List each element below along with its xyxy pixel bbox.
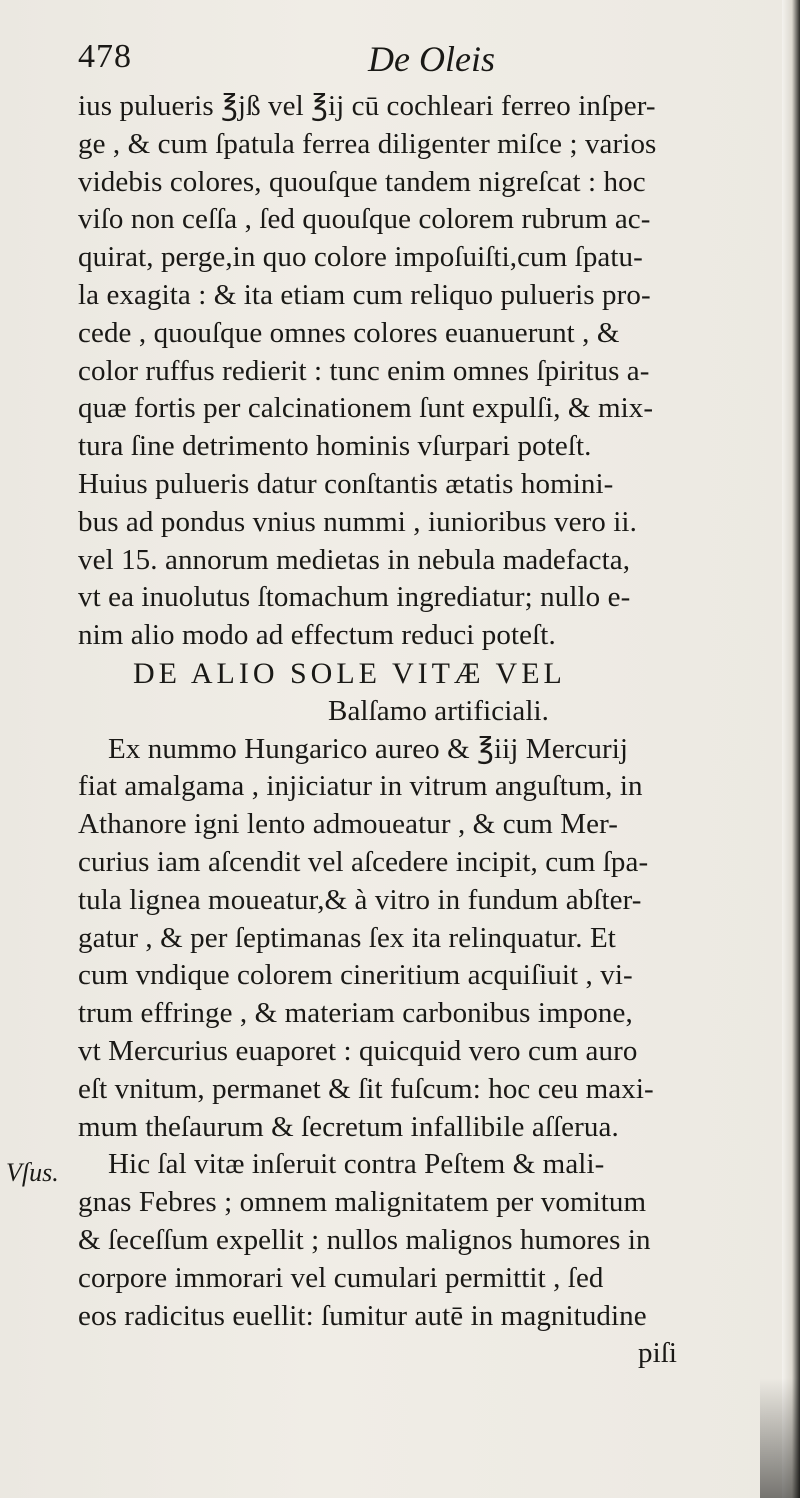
section-heading: DE ALIO SOLE VITÆ VEL: [133, 656, 566, 690]
text-line: vt Mercurius euaporet : quicquid vero cum auro: [78, 1034, 638, 1067]
text-line: quæ fortis per calcinationem ſunt expulſi, & mix-: [78, 392, 654, 425]
text-line: color ruffus redierit : tunc enim omnes ſpiritus a-: [78, 354, 650, 387]
page-shadow: [760, 1378, 800, 1498]
text-line: vel 15. annorum medietas in nebula madefacta,: [78, 543, 631, 576]
section-subheading: Balſamo artificiali.: [328, 694, 550, 727]
text-line: Hic ſal vitæ inſeruit contra Peſtem & mali-: [108, 1148, 605, 1181]
text-line: tura ſine detrimento hominis vſurpari poteſt.: [78, 430, 592, 463]
text-line: cum vndique colorem cineritium acquiſiuit , vi-: [78, 959, 633, 992]
running-title: De Oleis: [368, 39, 495, 79]
text-line: trum effringe , & materiam carbonibus impone,: [78, 997, 633, 1030]
text-line: cede , quouſque omnes colores euanuerunt , &: [78, 316, 620, 349]
page-header: [78, 38, 758, 88]
text-line: corpore immorari vel cumulari permittit , ſed: [78, 1261, 604, 1294]
text-line: gnas Febres ; omnem malignitatem per vomitum: [78, 1186, 647, 1219]
text-line: tula lignea moueatur,& à vitro in fundum abſter-: [78, 883, 642, 916]
text-line: la exagita : & ita etiam cum reliquo pulueris pro-: [78, 278, 651, 311]
catchword: piſi: [638, 1337, 678, 1370]
text-line: ius pulueris ℥jß vel ℥ij cū cochleari ferreo inſper-: [78, 90, 656, 122]
text-line: eſt vnitum, permanet & ſit fuſcum: hoc ceu maxi-: [78, 1072, 654, 1105]
text-line: nim alio modo ad effectum reduci poteſt.: [78, 619, 556, 652]
text-line: eos radicitus euellit: ſumitur autē in magnitudine: [78, 1299, 647, 1332]
text-line: & ſeceſſum expellit ; nullos malignos humores in: [78, 1223, 651, 1256]
text-line: fiat amalgama , injiciatur in vitrum anguſtum, in: [78, 770, 643, 803]
text-line: viſo non ceſſa , ſed quouſque colorem rubrum ac-: [78, 203, 651, 236]
text-line: videbis colores, quouſque tandem nigreſcat : hoc: [78, 165, 646, 198]
text-line: vt ea inuolutus ſtomachum ingrediatur; nullo e-: [78, 581, 631, 614]
marginal-note: Vſus.: [6, 1158, 59, 1187]
text-line: mum theſaurum & ſecretum infallibile aſſerua.: [78, 1110, 619, 1143]
page-edge: [782, 0, 800, 1498]
text-line: curius iam aſcendit vel aſcedere incipit, cum ſpa-: [78, 845, 649, 878]
text-line: Ex nummo Hungarico aureo & ℥iij Mercurij: [108, 732, 629, 765]
body-text: [78, 88, 776, 1373]
text-line: bus ad pondus vnius nummi , iunioribus vero ii.: [78, 505, 637, 538]
text-line: ge , & cum ſpatula ferrea diligenter miſce ; varios: [78, 127, 657, 160]
text-line: Athanore igni lento admoueatur , & cum Mer-: [78, 808, 619, 841]
text-line: Huius pulueris datur conſtantis ætatis homini-: [78, 467, 614, 500]
text-line: gatur , & per ſeptimanas ſex ita relinquatur. Et: [78, 921, 616, 954]
page-number: 478: [78, 38, 132, 75]
text-line: quirat, perge,in quo colore impoſuiſti,cum ſpatu-: [78, 241, 643, 274]
